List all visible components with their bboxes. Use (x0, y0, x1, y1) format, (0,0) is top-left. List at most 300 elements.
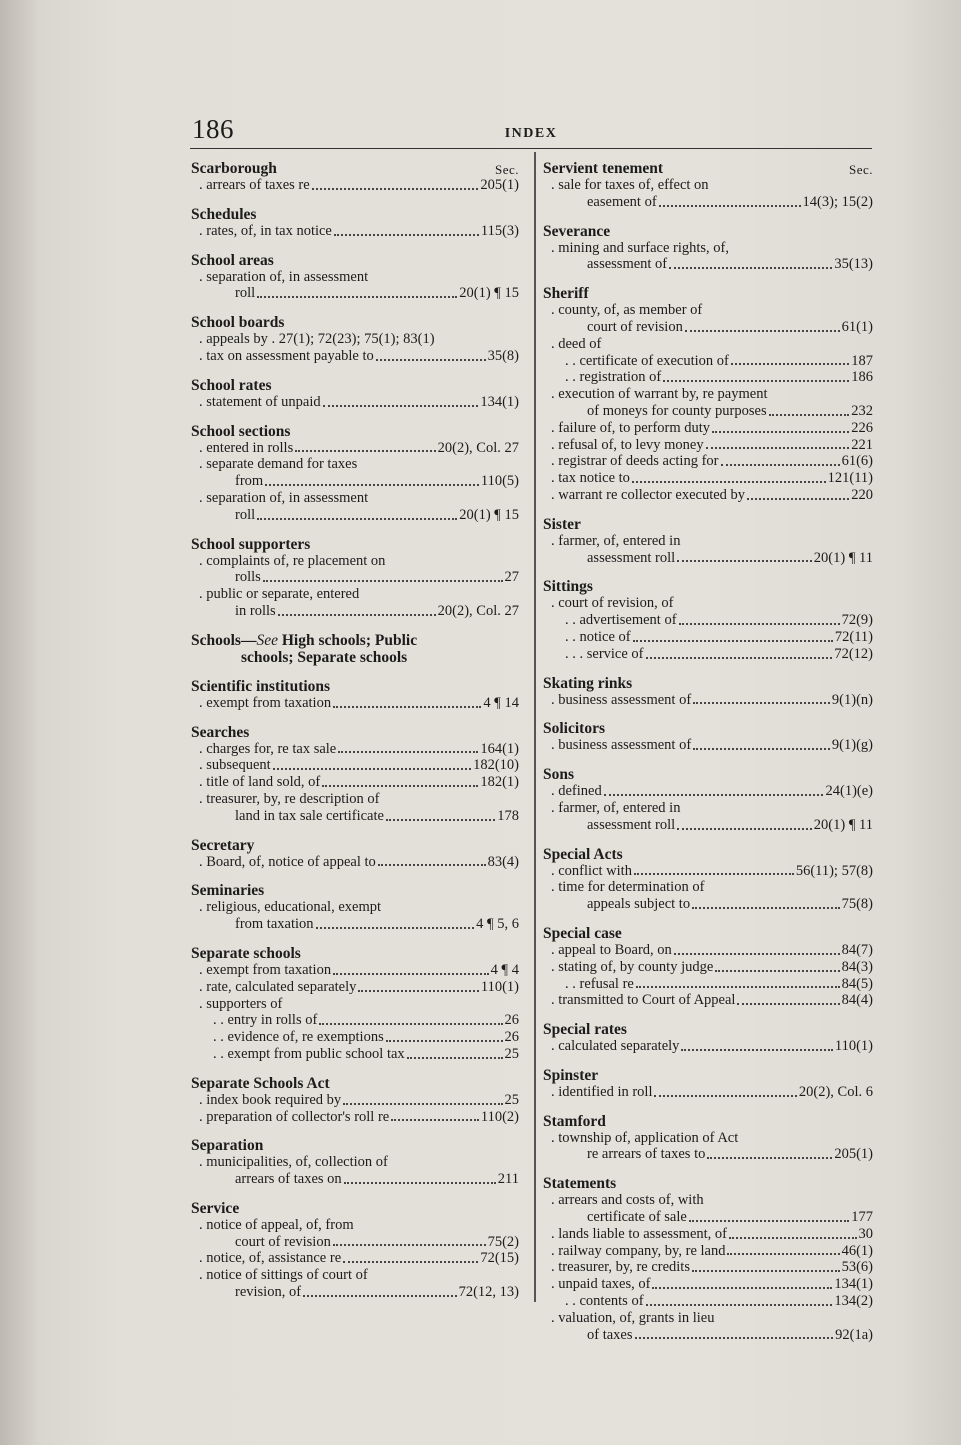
section-reference: 72(12) (834, 645, 873, 662)
heading-text: Searches (191, 723, 250, 741)
leader-dots (636, 986, 840, 988)
subentry (543, 1276, 873, 1293)
heading-text: Secretary (191, 836, 255, 854)
section-reference: 83(4) (487, 853, 519, 870)
entry-heading (191, 1200, 519, 1217)
subentry-text: . business assessment of (551, 691, 692, 708)
subentry: . supporters of (199, 995, 283, 1012)
section-reference: 30 (858, 1225, 873, 1242)
subentry-text: court of revision (587, 318, 683, 335)
leader-dots (263, 580, 503, 582)
subentry-text: . transmitted to Court of Appeal (551, 992, 736, 1009)
section-reference: 46(1) (841, 1242, 873, 1259)
leader-dots (677, 828, 812, 830)
subentry (191, 507, 519, 524)
subentry-text: of moneys for county purposes (587, 402, 767, 419)
entry-heading (191, 252, 519, 269)
leader-dots (729, 1237, 857, 1239)
subentry (191, 1092, 519, 1109)
subentry: . deed of (551, 335, 602, 352)
section-reference: 134(2) (834, 1293, 873, 1310)
subentry-text: re arrears of taxes to (587, 1146, 706, 1163)
leader-dots (721, 464, 840, 466)
subentry (543, 737, 873, 754)
index-entry (191, 1200, 519, 1301)
section-reference: 4 ¶ 14 (483, 694, 519, 711)
subentry (191, 603, 519, 620)
subentry: . arrears and costs of, with (551, 1192, 704, 1209)
subentry (543, 976, 873, 993)
subentry-text: . exempt from taxation (199, 694, 332, 711)
index-entry (543, 925, 873, 1009)
section-reference: 220 (851, 486, 873, 503)
subentry-text: . . contents of (565, 1293, 644, 1310)
heading-text: Sons (543, 766, 575, 784)
subentry (543, 783, 873, 800)
subentry: . notice of appeal, of, from (199, 1216, 354, 1233)
entry-heading (543, 1021, 873, 1038)
entry-heading (543, 1067, 873, 1084)
subentry (191, 1250, 519, 1267)
subentry-text: roll (235, 285, 256, 302)
leader-dots (343, 1103, 502, 1105)
leader-dots (679, 623, 840, 625)
section-reference: 75(8) (841, 896, 873, 913)
section-reference: 35(13) (834, 256, 873, 273)
index-entry (191, 160, 519, 194)
subentry (191, 1234, 519, 1251)
section-reference: 53(6) (841, 1259, 873, 1276)
subentry (191, 223, 519, 240)
section-reference: 84(7) (841, 941, 873, 958)
leader-dots (674, 953, 840, 955)
subentry (191, 473, 519, 490)
subentry (191, 774, 519, 791)
xref-line2: schools; Separate schools (241, 648, 408, 666)
leader-dots (731, 363, 849, 365)
subentry (543, 1243, 873, 1260)
subentry: . time for determination of (551, 879, 705, 896)
index-entry (543, 846, 873, 913)
section-reference: 92(1a) (835, 1326, 873, 1343)
entry-heading (543, 1113, 873, 1130)
subentry (191, 1029, 519, 1046)
subentry (543, 863, 873, 880)
subentry (543, 437, 873, 454)
subentry (191, 394, 519, 411)
subentry (543, 353, 873, 370)
subentry-text: arrears of taxes on (235, 1171, 342, 1188)
section-reference: 20(1) ¶ 15 (459, 285, 519, 302)
subentry-text: . rates, of, in tax notice (199, 222, 332, 239)
subentry (543, 453, 873, 470)
subentry (191, 348, 519, 365)
leader-dots (654, 1095, 796, 1097)
subentry: . religious, educational, exempt (199, 899, 382, 916)
leader-dots (632, 481, 826, 483)
section-reference: 226 (851, 419, 873, 436)
page-header (190, 112, 872, 149)
subentry: . separate demand for taxes (199, 456, 358, 473)
section-reference: 72(9) (841, 612, 873, 629)
heading-text: School boards (191, 314, 285, 332)
entry-heading (191, 1075, 519, 1092)
leader-dots (685, 330, 840, 332)
subentry-text: rolls (235, 569, 261, 586)
entry-heading (191, 536, 519, 553)
leader-dots (706, 447, 850, 449)
subentry-text: assessment roll (587, 549, 676, 566)
section-reference: 26 (504, 1029, 519, 1046)
subentry (543, 1327, 873, 1344)
subentry-text: . arrears of taxes re (199, 177, 310, 193)
subentry (191, 962, 519, 979)
heading-text: Sister (543, 515, 581, 533)
subentry (191, 695, 519, 712)
subentry-text: assessment of (587, 256, 668, 273)
index-entry (543, 160, 873, 211)
section-reference: 84(5) (841, 975, 873, 992)
entry-heading (191, 678, 519, 695)
index-entry (543, 1021, 873, 1055)
heading-text: Servient tenement (543, 160, 664, 177)
subentry (543, 194, 873, 211)
subentry-text: roll (235, 506, 256, 523)
subentry-text: . failure of, to perform duty (551, 419, 711, 436)
subentry (543, 612, 873, 629)
subentry-text: . registrar of deeds acting for (551, 453, 719, 470)
heading-text: Scarborough (191, 160, 277, 177)
heading-text: Separate schools (191, 944, 301, 962)
xref-head: Schools— (191, 631, 257, 649)
subentry-text: . treasurer, by, re credits (551, 1259, 690, 1276)
subentry (191, 979, 519, 996)
leader-dots (715, 970, 839, 972)
index-column-right (543, 160, 873, 1355)
section-reference: 27 (504, 569, 519, 586)
section-reference: 134(1) (480, 393, 519, 410)
index-entry (191, 536, 519, 620)
leader-dots (737, 1003, 839, 1005)
index-entry (191, 882, 519, 933)
leader-dots (712, 431, 849, 433)
subentry-text: . . certificate of execution of (565, 352, 729, 369)
index-entry (191, 837, 519, 871)
subentry (543, 487, 873, 504)
entry-heading (543, 578, 873, 595)
subentry-text: court of revision (235, 1233, 331, 1250)
entry-heading (191, 945, 519, 962)
subentry-text: . . exempt from public school tax (213, 1045, 405, 1062)
subentry: . county, of, as member of (551, 302, 703, 319)
leader-dots (652, 1287, 832, 1289)
section-reference: 205(1) (480, 177, 519, 193)
subentry-text: . . . service of (565, 645, 644, 662)
index-entry (191, 423, 519, 524)
section-reference: 9(1)(g) (831, 737, 873, 754)
subentry (543, 942, 873, 959)
subentry-text: . railway company, by, re land (551, 1242, 726, 1259)
subentry: . mining and surface rights, of, (551, 239, 729, 256)
entry-heading (191, 377, 519, 394)
section-reference: 24(1)(e) (825, 783, 873, 800)
subentry (543, 550, 873, 567)
subentry: . sale for taxes of, effect on (551, 177, 709, 193)
leader-dots (604, 794, 824, 796)
leader-dots (727, 1253, 839, 1255)
subentry (543, 992, 873, 1009)
index-entry (543, 720, 873, 754)
subentry-text: . . entry in rolls of (213, 1012, 318, 1029)
subentry (543, 319, 873, 336)
xref-see: See (256, 631, 278, 649)
section-reference: 72(12, 13) (458, 1284, 519, 1301)
subentry (543, 959, 873, 976)
subentry: . treasurer, by, re description of (199, 790, 380, 807)
heading-text: Spinster (543, 1066, 599, 1084)
subentry: . execution of warrant by, re payment (551, 386, 768, 403)
section-reference: 182(1) (480, 774, 519, 791)
subentry-text: . business assessment of (551, 737, 692, 754)
leader-dots (634, 873, 794, 875)
leader-dots (378, 864, 486, 866)
subentry-text: . . refusal re (565, 975, 634, 992)
leader-dots (344, 1182, 496, 1184)
subentry (543, 1209, 873, 1226)
heading-text: Sittings (543, 578, 593, 596)
subentry-text: . notice, of, assistance re (199, 1250, 342, 1267)
index-entry (543, 1067, 873, 1101)
subentry (543, 817, 873, 834)
subentry-text: easement of (587, 193, 657, 210)
subentry (543, 1293, 873, 1310)
heading-text: Schedules (191, 205, 257, 223)
index-entry (191, 945, 519, 1063)
entry-heading (191, 206, 519, 223)
leader-dots (319, 1023, 502, 1025)
leader-dots (747, 498, 849, 500)
entry-heading (543, 720, 873, 737)
heading-text: Special case (543, 924, 622, 942)
section-reference: 121(11) (827, 470, 873, 487)
section-reference: 9(1)(n) (831, 691, 873, 708)
subentry (543, 470, 873, 487)
subentry-text: . . advertisement of (565, 612, 677, 629)
running-head: INDEX (504, 126, 558, 141)
entry-heading (543, 925, 873, 942)
leader-dots (692, 907, 839, 909)
index-entry (191, 632, 519, 666)
index-entry (543, 1175, 873, 1343)
section-reference: 35(8) (487, 347, 519, 364)
leader-dots (312, 188, 479, 190)
section-reference: 186 (851, 369, 873, 386)
index-entry (543, 285, 873, 504)
leader-dots (376, 359, 486, 361)
leader-dots (386, 1040, 503, 1042)
section-reference: 61(1) (841, 318, 873, 335)
leader-dots (257, 518, 457, 520)
subentry (191, 440, 519, 457)
subentry-text: in rolls (235, 602, 276, 619)
subentry-text: . statement of unpaid (199, 393, 321, 410)
index-column-left (191, 160, 519, 1313)
heading-text: Skating rinks (543, 674, 633, 692)
subentry: . court of revision, of (551, 595, 674, 612)
leader-dots (295, 450, 435, 452)
column-divider (534, 152, 536, 1302)
entry-heading (543, 1175, 873, 1192)
entry-heading (543, 846, 873, 863)
leader-dots (681, 1049, 832, 1051)
entry-heading (543, 766, 873, 783)
subentry (191, 569, 519, 586)
subentry (543, 420, 873, 437)
subentry: . notice of sittings of court of (199, 1267, 368, 1284)
leader-dots (278, 614, 436, 616)
leader-dots (323, 405, 479, 407)
leader-dots (334, 234, 479, 236)
leader-dots (273, 768, 471, 770)
leader-dots (358, 990, 478, 992)
index-entry (543, 766, 873, 833)
section-reference: 26 (504, 1012, 519, 1029)
entry-heading (191, 1137, 519, 1154)
subentry (191, 285, 519, 302)
leader-dots (333, 973, 489, 975)
leader-dots (338, 751, 478, 753)
section-reference: 20(2), Col. 27 (437, 602, 519, 619)
heading-text: Severance (543, 222, 611, 240)
section-reference: 72(11) (834, 628, 873, 645)
subentry: . complaints of, re placement on (199, 552, 386, 569)
section-reference: 72(15) (480, 1250, 519, 1267)
section-label: Sec. (494, 162, 519, 177)
entry-heading (543, 516, 873, 533)
index-entry (191, 1075, 519, 1126)
leader-dots (707, 1157, 832, 1159)
heading-text: School sections (191, 422, 291, 440)
section-reference: 14(3); 15(2) (802, 193, 873, 210)
section-reference: 75(2) (487, 1233, 519, 1250)
section-reference: 221 (851, 436, 873, 453)
subentry (191, 916, 519, 933)
leader-dots (333, 706, 481, 708)
subentry: . appeals by . 27(1); 72(23); 75(1); 83(1) (199, 331, 435, 348)
subentry-text: . Board, of, notice of appeal to (199, 853, 376, 870)
leader-dots (663, 380, 849, 382)
heading-text: School areas (191, 251, 274, 269)
entry-heading (191, 314, 519, 331)
entry-heading (191, 160, 519, 177)
leader-dots (693, 748, 830, 750)
subentry (543, 1038, 873, 1055)
heading-text: Service (191, 1199, 240, 1217)
subentry (191, 808, 519, 825)
index-entry (191, 1137, 519, 1188)
section-reference: 164(1) (480, 740, 519, 757)
subentry (543, 692, 873, 709)
subentry-text: . charges for, re tax sale (199, 740, 337, 757)
index-entry (543, 578, 873, 662)
leader-dots (257, 296, 457, 298)
section-label: Sec. (848, 162, 873, 177)
heading-text: School supporters (191, 535, 311, 553)
section-reference: 110(1) (834, 1038, 873, 1055)
section-reference: 177 (851, 1209, 873, 1226)
heading-text: Stamford (543, 1112, 606, 1130)
subentry-text: . title of land sold, of (199, 774, 321, 791)
subentry (191, 1171, 519, 1188)
subentry: . valuation, of, grants in lieu (551, 1309, 715, 1326)
index-entry (543, 675, 873, 709)
leader-dots (391, 1119, 479, 1121)
cross-reference (191, 632, 519, 666)
heading-text: Special Acts (543, 845, 623, 863)
section-reference: 84(3) (841, 958, 873, 975)
subentry-text: . defined (551, 783, 602, 800)
leader-dots (407, 1057, 503, 1059)
index-entry (543, 516, 873, 567)
heading-text: Sheriff (543, 285, 589, 303)
index-entry (543, 1113, 873, 1164)
section-reference: 110(5) (480, 473, 519, 490)
leader-dots (265, 484, 479, 486)
leader-dots (322, 785, 478, 787)
index-entry (191, 314, 519, 365)
index-entry (543, 223, 873, 274)
subentry-text: . tax notice to (551, 470, 630, 487)
section-reference: 25 (504, 1045, 519, 1062)
section-reference: 84(4) (841, 992, 873, 1009)
leader-dots (693, 702, 830, 704)
subentry-text: . preparation of collector's roll re (199, 1108, 390, 1125)
leader-dots (646, 1304, 833, 1306)
subentry: . separation of, in assessment (199, 268, 369, 285)
subentry (543, 1226, 873, 1243)
section-reference: 20(1) ¶ 11 (813, 549, 873, 566)
section-reference: 4 ¶ 4 (490, 961, 519, 978)
subentry (191, 1284, 519, 1301)
subentry-text: . subsequent (199, 757, 271, 774)
page-number: 186 (192, 114, 234, 144)
subentry-text: certificate of sale (587, 1209, 687, 1226)
subentry (543, 1146, 873, 1163)
subentry: . separation of, in assessment (199, 489, 369, 506)
section-reference: 110(2) (480, 1108, 519, 1125)
subentry-text: . index book required by (199, 1091, 342, 1108)
entry-heading (543, 160, 873, 177)
heading-text: Separate Schools Act (191, 1074, 330, 1092)
subentry (543, 629, 873, 646)
entry-heading (191, 837, 519, 854)
index-entry (191, 377, 519, 411)
index-entry (191, 206, 519, 240)
section-reference: 182(10) (473, 757, 519, 774)
leader-dots (303, 1295, 457, 1297)
section-reference: 232 (851, 402, 873, 419)
subentry-text: assessment roll (587, 816, 676, 833)
subentry-text: . . evidence of, re exemptions (213, 1029, 384, 1046)
leader-dots (669, 267, 832, 269)
subentry-text: . . registration of (565, 369, 662, 386)
subentry (543, 1259, 873, 1276)
subentry-text: of taxes (587, 1326, 633, 1343)
heading-text: Seminaries (191, 882, 265, 900)
subentry-text: from taxation (235, 916, 314, 933)
subentry-text: . unpaid taxes, of (551, 1276, 651, 1293)
heading-text: School rates (191, 376, 272, 394)
